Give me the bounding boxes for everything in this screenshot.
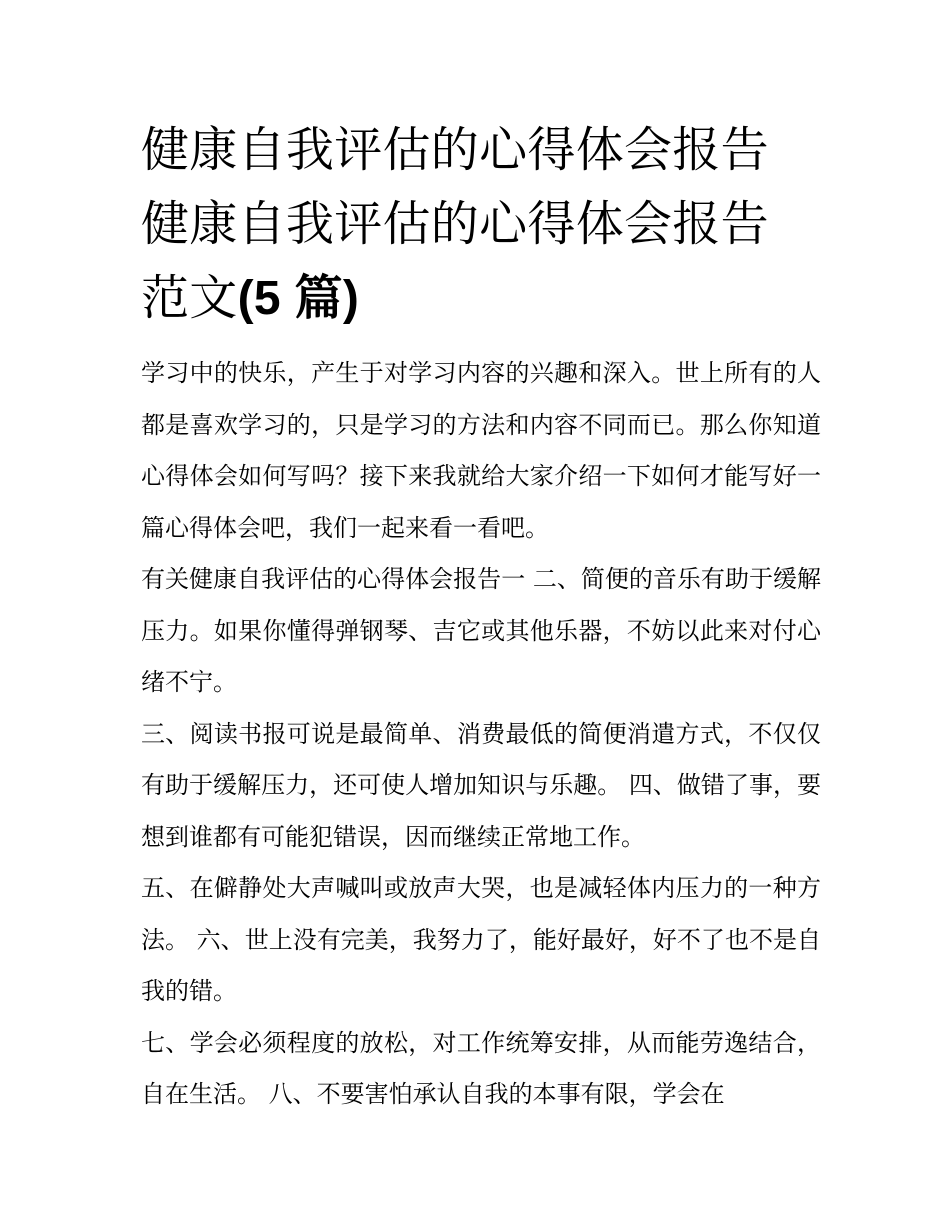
title-line-3 <box>141 261 821 336</box>
title-line-3-prefix: 范文 <box>141 270 238 326</box>
paragraph-section-1: 有关健康自我评估的心得体会报告一 二、简便的音乐有助于缓解压力。如果你懂得弹钢琴、吉它或其他乐器，不妨以此来对付心绪不宁。 <box>141 565 821 696</box>
paragraph-intro: 学习中的快乐，产生于对学习内容的兴趣和深入。世上所有的人都是喜欢学习的，只是学习的方法和内容不同而已。那么你知道心得体会如何写吗？接下来我就给大家介绍一下如何才能写好一篇心得体会吧，我们一起来看一看吧。 <box>141 359 821 542</box>
document-page <box>141 113 821 1121</box>
document-body <box>141 348 821 1121</box>
title-line-2: 健康自我评估的心得体会报告 <box>141 196 769 252</box>
paragraph-section-5: 五、在僻静处大声喊叫或放声大哭，也是减轻体内压力的一种方法。 六、世上没有完美，我努力了，能好最好，好不了也不是自我的错。 <box>141 874 821 1005</box>
paragraph-section-7: 七、学会必须程度的放松，对工作统筹安排，从而能劳逸结合，自在生活。 八、不要害怕承认自我的本事有限，学会在 <box>141 1028 821 1108</box>
paragraph-section-3: 三、阅读书报可说是最简单、消费最低的简便消遣方式，不仅仅有助于缓解压力，还可使人增加知识与乐趣。 四、做错了事，要想到谁都有可能犯错误，因而继续正常地工作。 <box>141 719 821 851</box>
document-title <box>141 113 821 336</box>
title-line-3-suffix: (5 篇) <box>237 272 360 325</box>
title-line-1: 健康自我评估的心得体会报告 <box>141 122 769 178</box>
